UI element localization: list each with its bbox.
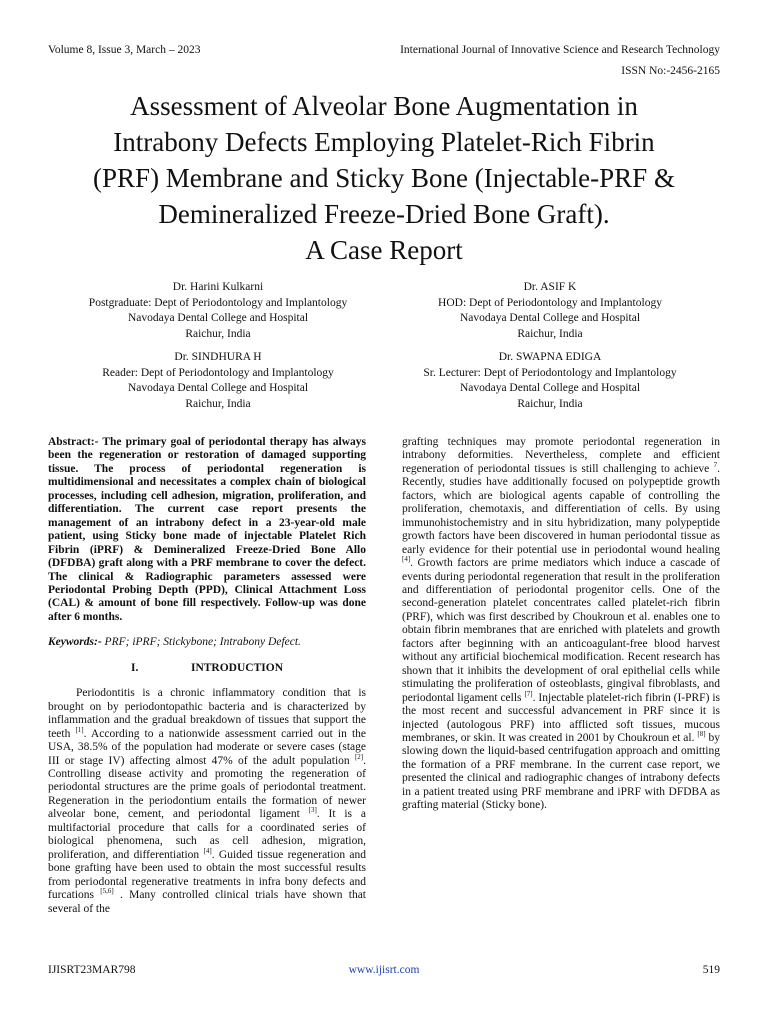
author-name: Dr. ASIF K	[523, 281, 577, 293]
issn: ISSN No:-2456-2165	[621, 65, 720, 77]
author-role: Postgraduate: Dept of Periodontology and Implantology	[88, 296, 348, 309]
citation: [8]	[697, 730, 706, 739]
left-column	[48, 436, 366, 916]
volume-info: Volume 8, Issue 3, March – 2023	[48, 44, 201, 56]
journal-name: International Journal of Innovative Science and Research Technology	[400, 44, 720, 56]
intro-paragraph	[48, 687, 366, 916]
intro-text: . According to a nationwide assessment carried out in the USA, 38.5% of the population had moderate or severe cases (stage III or stage IV) affecting almost 47% of the adult population	[48, 727, 366, 767]
author-name: Dr. SWAPNA EDIGA	[498, 351, 602, 363]
keywords-text: PRF; iPRF; Stickybone; Intrabony Defect.	[101, 636, 301, 649]
citation: [4]	[203, 846, 212, 855]
citation: [5,6]	[100, 887, 114, 896]
author-city: Raichur, India	[185, 397, 251, 410]
body-text: by slowing down the liquid-based centrifugation approach and omitting the formation of a PRF membrane. In the current case report, we presented the clinical and radiographic changes of intrabony defects in a patient treated using PRF membrane and iPRF with DFDBA as grafting material (Sticky bone).	[402, 731, 721, 812]
author-city: Raichur, India	[185, 327, 251, 340]
intro-text: . Guided tissue regeneration and bone grafting have been used to obtain the most successful results from periodontal regenerative treatments in infra bony defects and furcations	[48, 848, 366, 902]
body-text: . Growth factors are prime mediators which induce a cascade of events during periodontal regeneration that result in the proliferation and differentiation of periodontal progenitor cells. One of the second-generation platelet concentrates called platelet-rich fibrin (PRF), which was first described by Choukroun et al. enables one to obtain fibrin membranes that are enriched with platelets and growth factors after beginning with an anticoagulant-free blood harvest without any artificial biochemical modification. Recent research has shown that it inhibits the development of oral epithelial cells while stimulating the proliferation of osteoblasts, gingival fibroblasts, and periodontal ligament cells	[402, 557, 720, 704]
author-college: Navodaya Dental College and Hospital	[127, 312, 309, 324]
keywords	[48, 636, 366, 649]
title-line: (PRF) Membrane and Sticky Bone (Injectable-PRF &	[93, 163, 675, 193]
author-2	[380, 280, 720, 342]
body-text: . Injectable platelet-rich fibrin (I-PRF) is the most recent and successful advancement in PRF since it is injected (autologous PRF) into afflicted soft tissues, mucous membranes, or skin. It was created in 2001 by Choukroun et al.	[402, 691, 720, 744]
section-title: INTRODUCTION	[190, 661, 283, 674]
intro-text: . It is a multifactorial procedure that calls for a coordinated series of biological phenomena, such as cell adhesion, migration, proliferation, and differentiation	[48, 808, 366, 861]
body-text: grafting techniques may promote periodontal regeneration in intrabony deformities. Nevertheless, complete and efficient regeneration of periodontal tissues is still challenging to achieve	[402, 436, 720, 475]
author-college: Navodaya Dental College and Hospital	[459, 312, 641, 324]
title-line: Intrabony Defects Employing Platelet-Rich Fibrin	[113, 127, 655, 157]
right-paragraph	[402, 436, 720, 813]
citation: 7	[713, 461, 718, 470]
paper-title	[30, 88, 738, 268]
author-4	[380, 350, 720, 412]
author-name: Dr. Harini Kulkarni	[172, 281, 264, 293]
author-city: Raichur, India	[517, 397, 583, 410]
author-city: Raichur, India	[517, 327, 583, 340]
intro-text: . Controlling disease activity and promoting the regeneration of periodontal structures are the prime goals of periodontal treatment. Regeneration in the periodontium entails the formation of newer alveolar bone, cement, and periodontal ligament	[48, 754, 366, 821]
journal-url[interactable]	[0, 964, 768, 976]
author-college: Navodaya Dental College and Hospital	[127, 382, 309, 394]
author-1	[48, 280, 388, 342]
right-column	[402, 436, 720, 813]
abstract: Abstract:- The primary goal of periodontal therapy has always been the regeneration or restoration of damaged supporting tissue. The process of periodontal regeneration is multidimensional and necessitates a complex chain of biological processes, including cell adhesion, migration, proliferation, and differentiation. The current case report presents the management of an intrabony defect in a 23-year-old male patient, using Sticky bone made of injectable Platelet Rich Fibrin (iPRF) & Demineralized Freeze-Dried Bone Allo (DFDBA) graft along with a PRF membrane to cover the defect. The clinical & Radiographic parameters assessed were Periodontal Probing Depth (PPD), Clinical Attachment Loss (CAL) & amount of bone fill respectively. Follow-up was done after 6 months.	[48, 436, 366, 623]
page-number: 519	[702, 964, 720, 976]
body-text: . Recently, studies have additionally focused on polypeptide growth factors, which are biological agents capable of controlling the proliferation, chemotaxis, and differentiation of cells. By using immunohistochemistry and in situ hybridization, many polypeptide growth factors have been discovered in human periodontal tissue as early evidence for their potential use in periodontal wound healing	[402, 462, 720, 556]
section-heading	[48, 662, 366, 675]
author-role: Sr. Lecturer: Dept of Periodontology and Implantology	[423, 366, 677, 379]
url-text[interactable]: www.ijisrt.com	[348, 964, 420, 976]
author-name: Dr. SINDHURA H	[174, 351, 262, 363]
author-role: Reader: Dept of Periodontology and Implantology	[102, 366, 334, 379]
citation: [1]	[75, 725, 84, 734]
author-college: Navodaya Dental College and Hospital	[459, 382, 641, 394]
title-line: Demineralized Freeze-Dried Bone Graft).	[158, 199, 610, 229]
citation: [7]	[524, 689, 533, 698]
citation: [2]	[354, 752, 364, 761]
title-line: Assessment of Alveolar Bone Augmentation in	[130, 91, 638, 121]
paper-code: IJISRT23MAR798	[48, 964, 136, 976]
title-line: A Case Report	[305, 235, 463, 265]
citation: [4]	[402, 555, 411, 564]
intro-text: Periodontitis is a chronic inflammatory condition that is brought on by periodontopathic bacteria and is characterized by inflammation and the gradual breakdown of tissues that support the teeth	[48, 687, 366, 740]
section-number: I.	[130, 661, 139, 674]
author-role: HOD: Dept of Periodontology and Implantology	[438, 296, 662, 309]
keywords-label: Keywords:-	[48, 636, 102, 649]
citation: [3]	[308, 806, 317, 815]
author-3	[48, 350, 388, 412]
intro-text: . Many controlled clinical trials have shown that several of the	[48, 889, 367, 915]
